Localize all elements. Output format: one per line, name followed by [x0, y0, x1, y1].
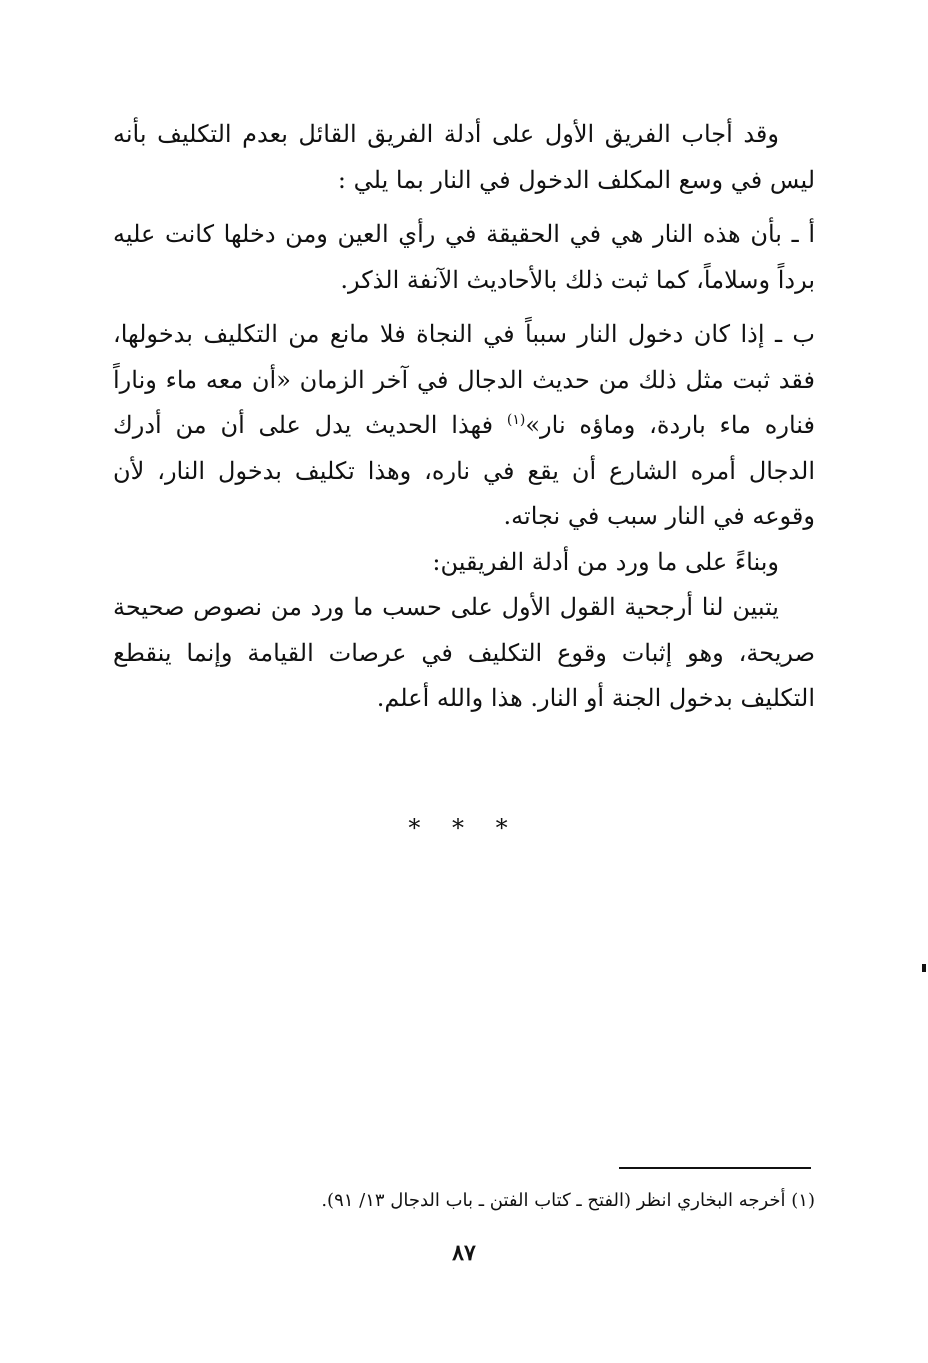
section-separator: * * * — [408, 814, 520, 842]
page-number: ٨٧ — [452, 1240, 476, 1266]
footnote-divider — [619, 1167, 811, 1169]
paragraph-point-b-text-start: ب ـ إذا كان دخول النار سبباً في النجاة فلا مانع من التكليف بدخولها، فقد ثبت مثل ذلك من حديث الدجال في آخر الزمان «أن معه ماء وناراً فناره ماء باردة، وماؤه نار» — [113, 320, 816, 439]
paragraph-intro: وقد أجاب الفريق الأول على أدلة الفريق القائل بعدم التكليف بأنه ليس في وسع المكلف الدخول في النار بما يلي : — [113, 120, 815, 194]
footnote-reference: (١) — [506, 412, 526, 428]
paragraph-point-b-text-end: فهذا الحديث يدل على أن من أدرك الدجال أمره الشارع أن يقع في ناره، وهذا تكليف بدخول النار، لأن وقوعه في النار سبب في نجاته. — [113, 411, 815, 530]
scan-artifact-mark — [922, 964, 926, 972]
paragraph-point-a: أ ـ بأن هذه النار هي في الحقيقة في رأي العين ومن دخلها كانت عليه برداً وسلاماً، كما ثبت ذلك بالأحاديث الآنفة الذكر. — [113, 220, 815, 294]
paragraph-conclusion: يتبين لنا أرجحية القول الأول على حسب ما ورد من نصوص صحيحة صريحة، وهو إثبات وقوع التكليف في عرصات القيامة وإنما ينقطع التكليف بدخول الجنة أو النار. هذا والله أعلم. — [113, 593, 815, 712]
paragraph-point-b — [113, 312, 815, 540]
paragraph-conclusion-lead: وبناءً على ما ورد من أدلة الفريقين: — [432, 548, 779, 576]
footnote: (١) أخرجه البخاري انظر (الفتح ـ كتاب الفتن ـ باب الدجال ١٣/ ٩١). — [321, 1190, 815, 1211]
